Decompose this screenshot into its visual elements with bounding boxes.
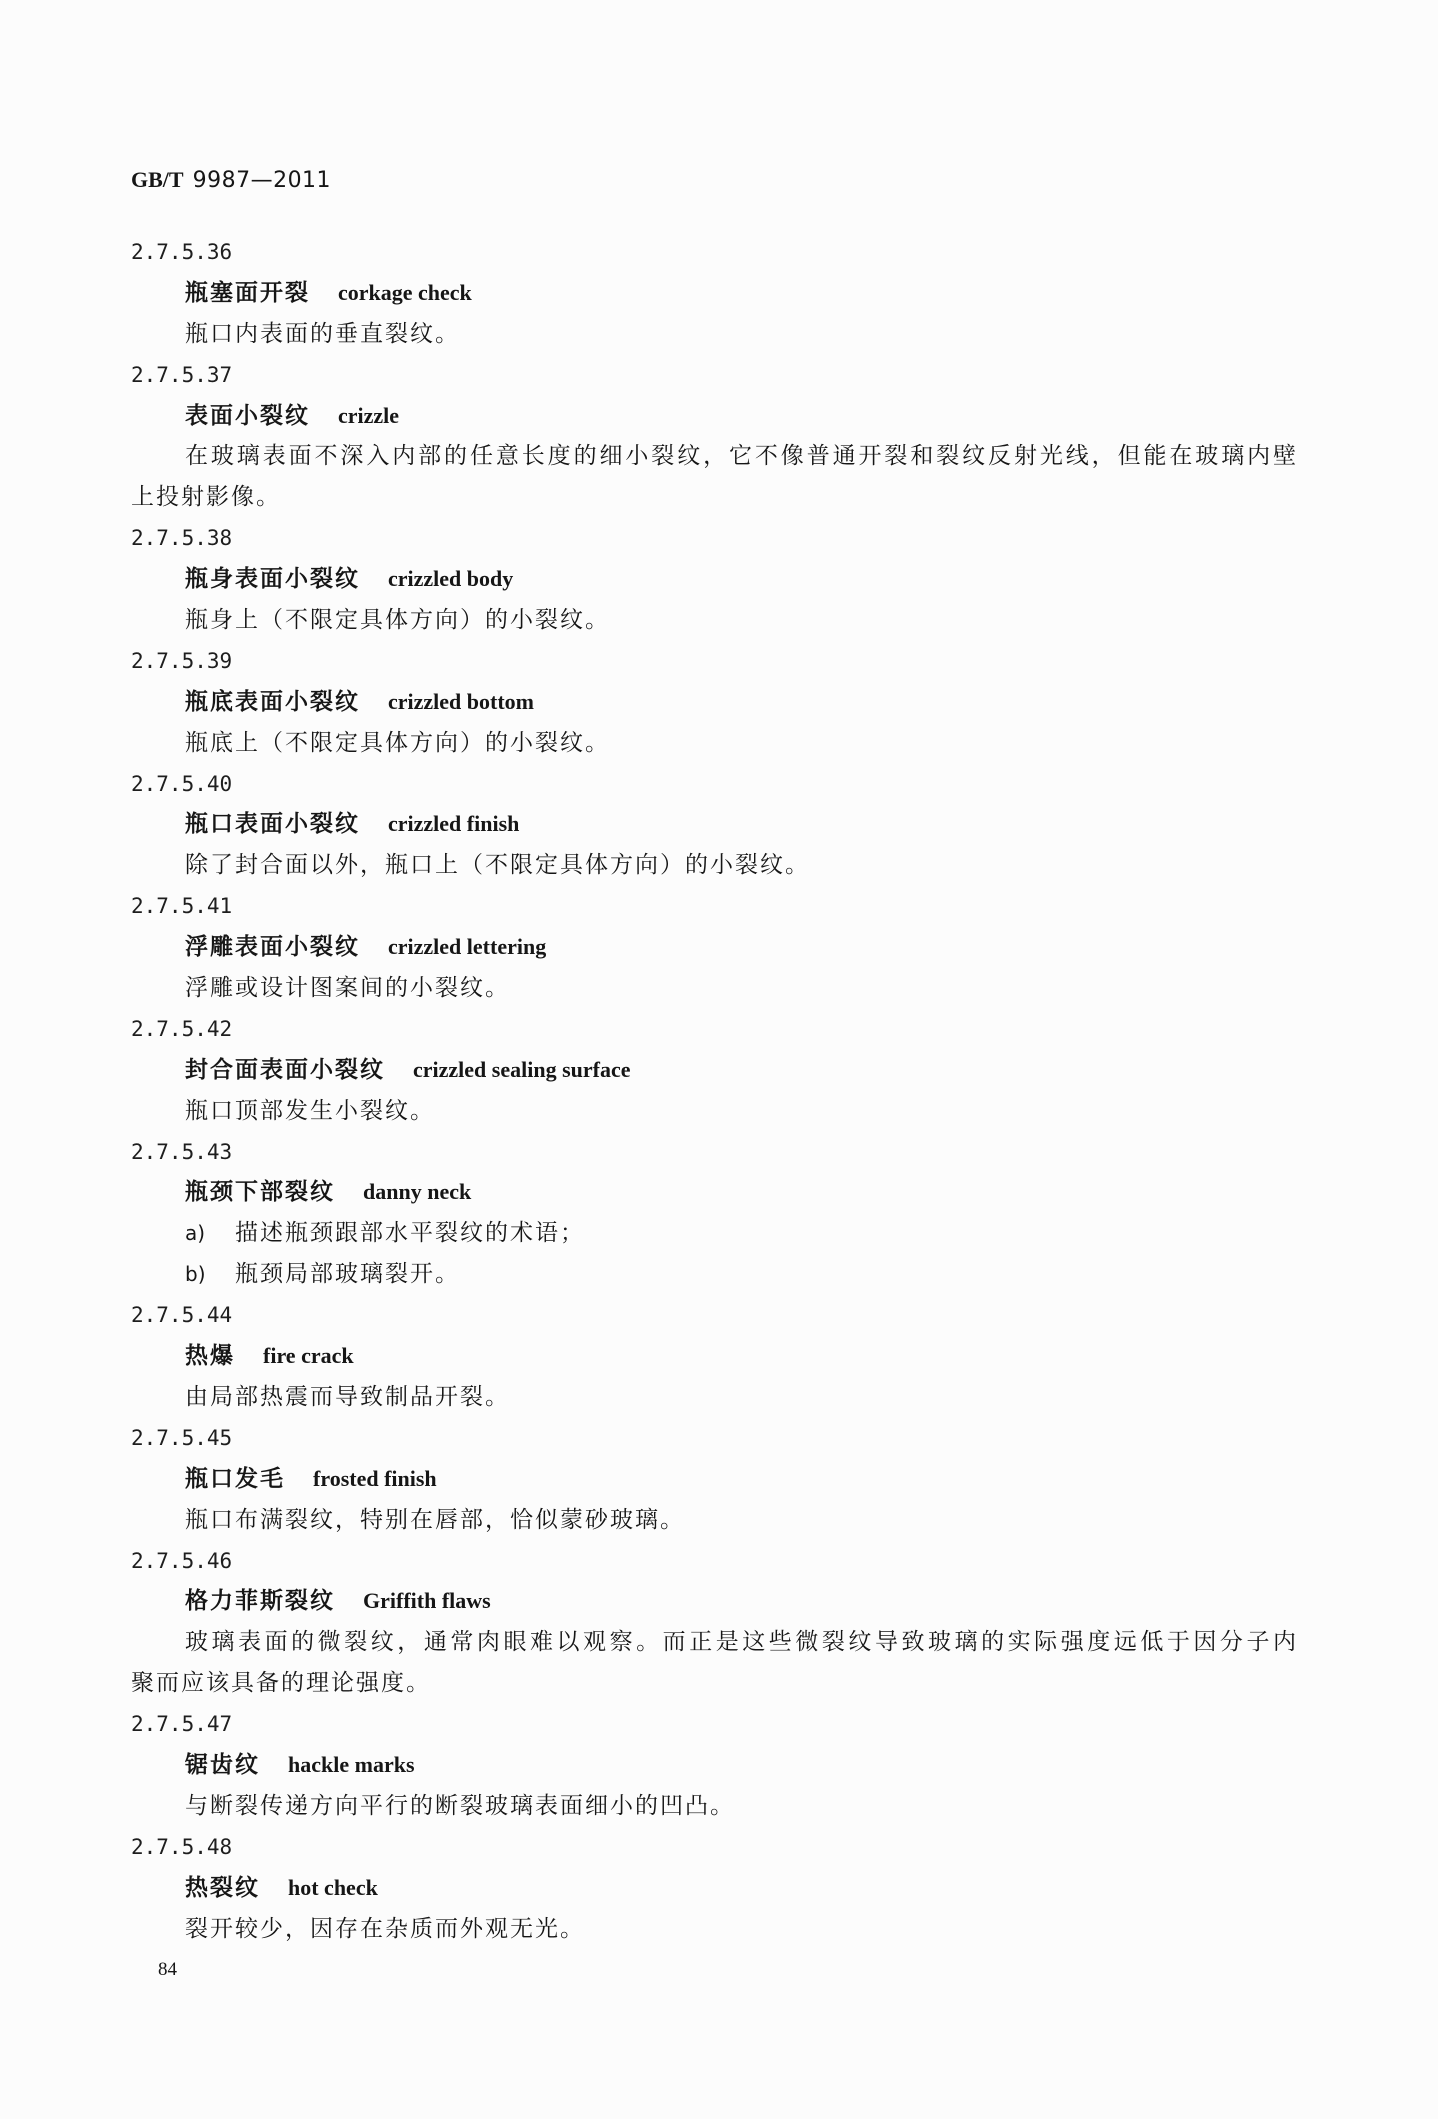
entry-number: 2.7.5.45 bbox=[131, 1425, 233, 1450]
entry-number: 2.7.5.44 bbox=[131, 1303, 233, 1328]
definition-line: 除了封合面以外，瓶口上（不限定具体方向）的小裂纹。 bbox=[185, 852, 810, 879]
term-entry bbox=[131, 232, 1296, 355]
term-english: crizzled lettering bbox=[388, 934, 547, 960]
term-entry bbox=[131, 641, 1296, 764]
term-entry bbox=[131, 764, 1296, 887]
term-english: fire crack bbox=[263, 1343, 354, 1369]
term-chinese: 瓶颈下部裂纹 bbox=[185, 1179, 335, 1206]
term-heading bbox=[131, 396, 1296, 437]
definition-line: 在玻璃表面不深入内部的任意长度的细小裂纹，它不像普通开裂和裂纹反射光线，但能在玻璃内壁 bbox=[185, 443, 1296, 470]
term-entry bbox=[131, 1418, 1296, 1541]
term-english: crizzled body bbox=[388, 566, 514, 592]
entry-number: 2.7.5.48 bbox=[131, 1834, 233, 1859]
term-heading bbox=[131, 682, 1296, 723]
entry-number: 2.7.5.47 bbox=[131, 1712, 233, 1737]
entry-number: 2.7.5.37 bbox=[131, 362, 233, 387]
term-chinese: 瓶身表面小裂纹 bbox=[185, 566, 360, 593]
term-chinese: 热裂纹 bbox=[185, 1874, 260, 1901]
term-chinese: 浮雕表面小裂纹 bbox=[185, 934, 360, 961]
standard-code-prefix: GB/T bbox=[131, 167, 184, 192]
entry-number: 2.7.5.42 bbox=[131, 1016, 233, 1041]
definition-line: 聚而应该具备的理论强度。 bbox=[131, 1670, 431, 1697]
item-text: 瓶颈局部玻璃裂开。 bbox=[235, 1261, 460, 1288]
term-chinese: 热爆 bbox=[185, 1343, 235, 1370]
definition-line: 上投射影像。 bbox=[131, 484, 281, 511]
definition-line: 由局部热震而导致制品开裂。 bbox=[185, 1383, 510, 1410]
term-chinese: 锯齿纹 bbox=[185, 1751, 260, 1778]
term-english: frosted finish bbox=[313, 1465, 437, 1491]
term-english: Griffith flaws bbox=[363, 1588, 491, 1614]
term-chinese: 封合面表面小裂纹 bbox=[185, 1056, 385, 1083]
term-chinese: 瓶口发毛 bbox=[185, 1465, 285, 1492]
term-chinese: 瓶口表面小裂纹 bbox=[185, 811, 360, 838]
term-entry bbox=[131, 518, 1296, 641]
term-english: danny neck bbox=[363, 1179, 472, 1205]
item-label: a) bbox=[185, 1221, 206, 1246]
term-heading bbox=[131, 1336, 1296, 1377]
term-chinese: 格力菲斯裂纹 bbox=[185, 1588, 335, 1615]
term-english: hot check bbox=[288, 1874, 378, 1900]
term-entry bbox=[131, 1827, 1296, 1950]
term-heading bbox=[131, 273, 1296, 314]
definition-line: 裂开较少，因存在杂质而外观无光。 bbox=[185, 1915, 585, 1942]
term-entry bbox=[131, 1541, 1296, 1705]
term-entry bbox=[131, 1132, 1296, 1296]
item-label: b) bbox=[185, 1262, 206, 1287]
term-heading bbox=[131, 927, 1296, 968]
entry-number: 2.7.5.36 bbox=[131, 240, 233, 264]
term-chinese: 瓶塞面开裂 bbox=[185, 279, 310, 306]
entry-number: 2.7.5.39 bbox=[131, 648, 233, 673]
term-entry bbox=[131, 886, 1296, 1009]
entry-number: 2.7.5.41 bbox=[131, 894, 233, 919]
term-english: crizzle bbox=[338, 402, 400, 428]
term-heading bbox=[131, 1459, 1296, 1500]
term-heading bbox=[131, 804, 1296, 845]
definition-line: 瓶口顶部发生小裂纹。 bbox=[185, 1097, 435, 1124]
definition-line: 与断裂传递方向平行的断裂玻璃表面细小的凹凸。 bbox=[185, 1792, 735, 1819]
standard-code-header bbox=[131, 159, 331, 200]
term-heading bbox=[131, 1745, 1296, 1786]
entry-number: 2.7.5.40 bbox=[131, 771, 233, 796]
definition-item bbox=[131, 1213, 1296, 1254]
term-entry bbox=[131, 1295, 1296, 1418]
term-entry bbox=[131, 355, 1296, 519]
standard-code-number: 9987—2011 bbox=[192, 168, 332, 193]
term-entry bbox=[131, 1009, 1296, 1132]
term-english: crizzled finish bbox=[388, 811, 520, 837]
definition-line: 瓶口内表面的垂直裂纹。 bbox=[185, 320, 460, 347]
term-english: crizzled bottom bbox=[388, 688, 534, 714]
entry-number: 2.7.5.46 bbox=[131, 1548, 233, 1573]
entry-number: 2.7.5.38 bbox=[131, 526, 233, 551]
term-entry bbox=[131, 1704, 1296, 1827]
definition-line: 瓶底上（不限定具体方向）的小裂纹。 bbox=[185, 729, 610, 756]
term-heading bbox=[131, 559, 1296, 600]
entry-list bbox=[131, 232, 1296, 1949]
term-chinese: 表面小裂纹 bbox=[185, 402, 310, 429]
term-chinese: 瓶底表面小裂纹 bbox=[185, 688, 360, 715]
term-english: crizzled sealing surface bbox=[413, 1056, 631, 1082]
term-heading bbox=[131, 1581, 1296, 1622]
term-english: hackle marks bbox=[288, 1751, 415, 1777]
page-number: 84 bbox=[158, 1959, 177, 1980]
definition-line: 瓶口布满裂纹，特别在唇部，恰似蒙砂玻璃。 bbox=[185, 1506, 685, 1533]
definition-item bbox=[131, 1254, 1296, 1295]
entry-number: 2.7.5.43 bbox=[131, 1139, 233, 1164]
term-heading bbox=[131, 1050, 1296, 1091]
definition-line: 浮雕或设计图案间的小裂纹。 bbox=[185, 975, 510, 1002]
definition-line: 瓶身上（不限定具体方向）的小裂纹。 bbox=[185, 607, 610, 634]
term-heading bbox=[131, 1172, 1296, 1213]
item-text: 描述瓶颈跟部水平裂纹的术语； bbox=[235, 1220, 585, 1247]
term-english: corkage check bbox=[338, 279, 472, 305]
term-heading bbox=[131, 1868, 1296, 1909]
definition-line: 玻璃表面的微裂纹，通常肉眼难以观察。而正是这些微裂纹导致玻璃的实际强度远低于因分子内 bbox=[185, 1629, 1296, 1656]
